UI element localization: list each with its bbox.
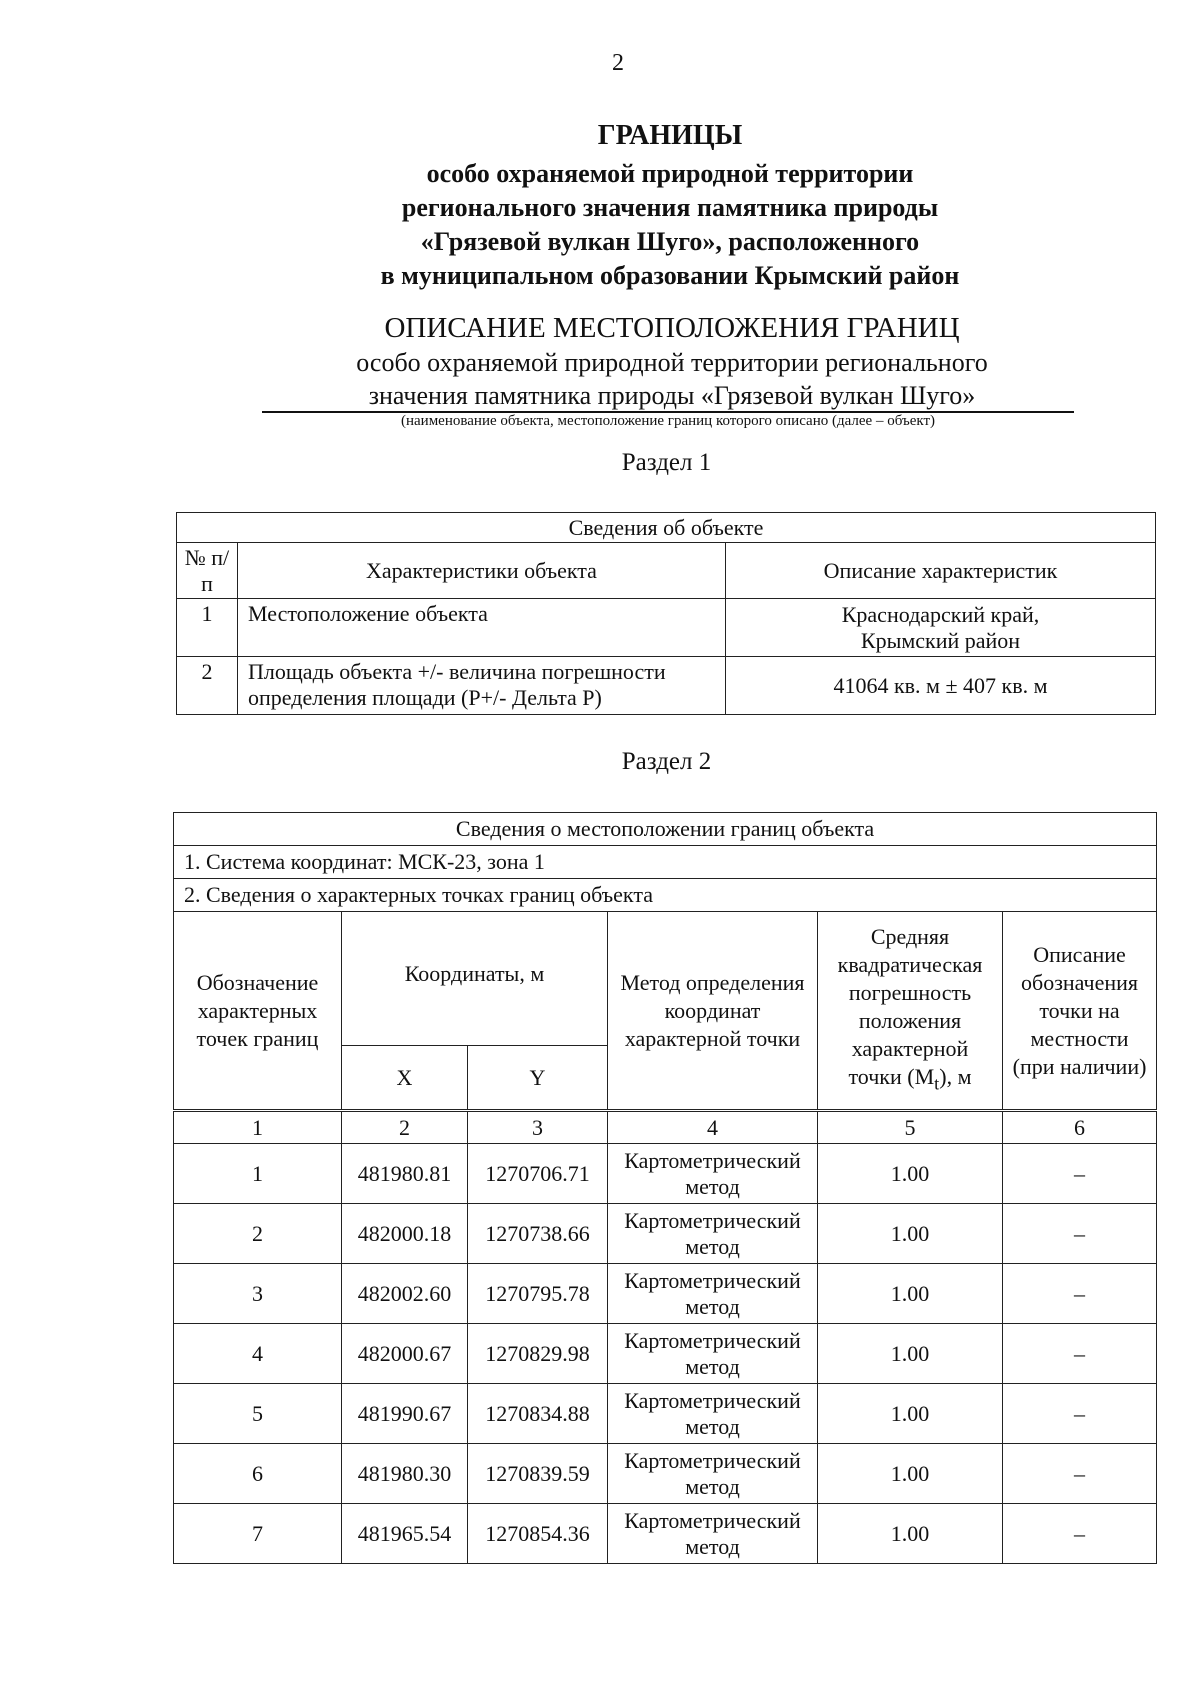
section1-title: Раздел 1: [621, 449, 712, 476]
point-id: 1: [174, 1144, 342, 1204]
point-y: 1270834.88: [468, 1384, 608, 1444]
table-row: [174, 1444, 1157, 1504]
point-x: 481980.30: [342, 1444, 468, 1504]
point-method: Картометрический метод: [608, 1384, 818, 1444]
description-line: Крымский район: [860, 627, 1021, 653]
point-y: 1270854.36: [468, 1504, 608, 1564]
heading-line: в муниципальном образовании Крымский район: [380, 261, 960, 290]
point-error: 1.00: [818, 1384, 1003, 1444]
table-title: Сведения об объекте: [177, 513, 1156, 543]
heading-line: «Грязевой вулкан Шуго», расположенного: [420, 227, 920, 256]
column-header: Координаты, м: [342, 912, 608, 1046]
page-number: 2: [612, 50, 624, 76]
column-number: 4: [608, 1111, 818, 1144]
point-x: 481980.81: [342, 1144, 468, 1204]
point-id: 6: [174, 1444, 342, 1504]
point-x: 481965.54: [342, 1504, 468, 1564]
table-row: [177, 599, 1156, 657]
coordinate-system: 1. Система координат: МСК-23, зона 1: [174, 846, 1157, 879]
point-id: 4: [174, 1324, 342, 1384]
column-header: Обозначение характерных точек границ: [174, 912, 342, 1111]
characteristic: Местоположение объекта: [238, 599, 726, 657]
column-number: 5: [818, 1111, 1003, 1144]
point-y: 1270795.78: [468, 1264, 608, 1324]
description-block: [262, 310, 1082, 412]
column-header: [818, 912, 1003, 1111]
point-error: 1.00: [818, 1264, 1003, 1324]
point-method: Картометрический метод: [608, 1204, 818, 1264]
table-title: Сведения о местоположении границ объекта: [174, 813, 1157, 846]
column-number: 3: [468, 1111, 608, 1144]
description-caption: (наименование объекта, местоположение границ которого описано (далее – объект): [400, 413, 936, 429]
heading-line: особо охраняемой природной территории: [426, 159, 914, 188]
table-row: [174, 1204, 1157, 1264]
column-number: 2: [342, 1111, 468, 1144]
point-x: 482002.60: [342, 1264, 468, 1324]
column-header: Описание характеристик: [726, 543, 1156, 599]
heading-line: регионального значения памятника природы: [401, 193, 939, 222]
point-id: 5: [174, 1384, 342, 1444]
characteristic: Площадь объекта +/- величина погрешности определения площади (Р+/- Дельта Р): [238, 657, 726, 715]
table-row: [174, 1144, 1157, 1204]
point-remark: –: [1003, 1504, 1157, 1564]
error-header-text: Средняя квадратическая погрешность положения характерной точки (M: [837, 924, 983, 1090]
point-id: 7: [174, 1504, 342, 1564]
section2-title: Раздел 2: [621, 748, 712, 775]
point-error: 1.00: [818, 1324, 1003, 1384]
point-id: 3: [174, 1264, 342, 1324]
description-line: Краснодарский край,: [841, 601, 1040, 627]
characteristic-description: 41064 кв. м ± 407 кв. м: [726, 657, 1156, 715]
column-header-y: Y: [468, 1046, 608, 1111]
column-header: № п/п: [177, 543, 238, 599]
point-method: Картометрический метод: [608, 1324, 818, 1384]
point-method: Картометрический метод: [608, 1444, 818, 1504]
row-number: 1: [177, 599, 238, 657]
row-number: 2: [177, 657, 238, 715]
table-row: [174, 1324, 1157, 1384]
column-number: 1: [174, 1111, 342, 1144]
boundary-points-table: [173, 812, 1157, 1564]
table-row: [174, 1384, 1157, 1444]
table-row: [174, 1264, 1157, 1324]
point-y: 1270839.59: [468, 1444, 608, 1504]
point-remark: –: [1003, 1144, 1157, 1204]
error-header-subscript: t: [934, 1073, 940, 1094]
table-row: [177, 657, 1156, 715]
description-title: ОПИСАНИЕ МЕСТОПОЛОЖЕНИЯ ГРАНИЦ: [384, 312, 960, 344]
point-method: Картометрический метод: [608, 1264, 818, 1324]
point-x: 481990.67: [342, 1384, 468, 1444]
point-x: 482000.67: [342, 1324, 468, 1384]
point-remark: –: [1003, 1444, 1157, 1504]
point-remark: –: [1003, 1264, 1157, 1324]
error-header-tail: ), м: [939, 1064, 972, 1090]
point-error: 1.00: [818, 1144, 1003, 1204]
point-error: 1.00: [818, 1504, 1003, 1564]
table-row: [174, 1504, 1157, 1564]
point-remark: –: [1003, 1384, 1157, 1444]
point-x: 482000.18: [342, 1204, 468, 1264]
document-heading: [250, 118, 1090, 293]
points-title: 2. Сведения о характерных точках границ объекта: [174, 879, 1157, 912]
description-line: значения памятника природы «Грязевой вулкан Шуго»: [368, 381, 976, 410]
column-header: Метод определения координат характерной точки: [608, 912, 818, 1111]
point-remark: –: [1003, 1204, 1157, 1264]
point-method: Картометрический метод: [608, 1144, 818, 1204]
column-header-x: X: [342, 1046, 468, 1111]
column-header: Описание обозначения точки на местности (при наличии): [1003, 912, 1157, 1111]
point-remark: –: [1003, 1324, 1157, 1384]
point-error: 1.00: [818, 1444, 1003, 1504]
characteristic-description: [726, 599, 1156, 657]
point-y: 1270706.71: [468, 1144, 608, 1204]
point-method: Картометрический метод: [608, 1504, 818, 1564]
point-error: 1.00: [818, 1204, 1003, 1264]
point-y: 1270829.98: [468, 1324, 608, 1384]
description-line: особо охраняемой природной территории регионального: [356, 348, 988, 377]
column-numbers-row: [174, 1111, 1157, 1144]
point-y: 1270738.66: [468, 1204, 608, 1264]
column-header: Характеристики объекта: [238, 543, 726, 599]
column-number: 6: [1003, 1111, 1157, 1144]
point-id: 2: [174, 1204, 342, 1264]
object-info-table: [176, 512, 1156, 715]
heading-title: ГРАНИЦЫ: [597, 120, 743, 151]
